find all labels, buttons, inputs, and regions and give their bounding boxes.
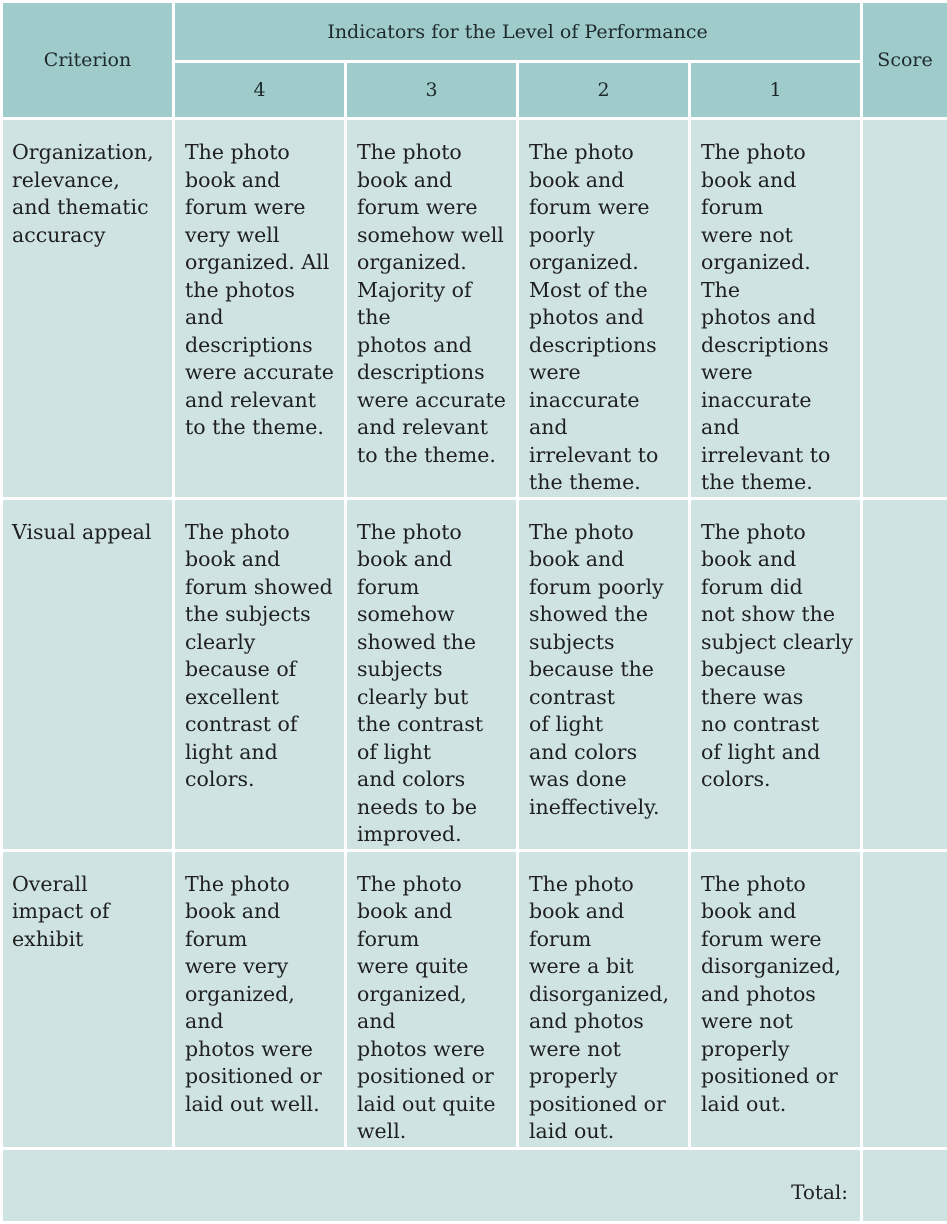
indicator-cell-4 bbox=[174, 498, 346, 850]
criterion-text: Visual appeal bbox=[12, 519, 168, 547]
table-row bbox=[2, 119, 947, 499]
score-cell[interactable] bbox=[862, 498, 947, 850]
indicator-cell-2 bbox=[518, 119, 690, 499]
table-row bbox=[2, 498, 947, 850]
indicator-cell-1 bbox=[690, 850, 862, 1148]
level-header-4: 4 bbox=[174, 62, 346, 119]
indicator-cell-2 bbox=[518, 850, 690, 1148]
criterion-text: Overall impact of exhibit bbox=[12, 871, 168, 954]
score-cell[interactable] bbox=[862, 119, 947, 499]
criterion-cell bbox=[2, 498, 174, 850]
criterion-text: Organization, relevance, and thematic accuracy bbox=[12, 139, 168, 249]
indicator-text: The photo book and forum were not organized. The photos and descriptions were inaccurate and irrelevant to the theme. bbox=[701, 139, 854, 497]
total-row bbox=[2, 1148, 947, 1222]
indicator-cell-3 bbox=[346, 119, 518, 499]
level-header-3: 3 bbox=[346, 62, 518, 119]
indicator-cell-4 bbox=[174, 119, 346, 499]
indicator-cell-1 bbox=[690, 119, 862, 499]
indicator-text: The photo book and forum were somehow well organized. Majority of the photos and descriptions were accurate and relevant to the theme. bbox=[357, 139, 510, 469]
header-row-top bbox=[2, 2, 947, 62]
score-header: Score bbox=[862, 2, 947, 119]
table-row bbox=[2, 850, 947, 1148]
indicator-cell-4 bbox=[174, 850, 346, 1148]
total-label: Total: bbox=[2, 1148, 862, 1222]
indicators-header: Indicators for the Level of Performance bbox=[174, 2, 862, 62]
criterion-header: Criterion bbox=[2, 2, 174, 119]
criterion-cell bbox=[2, 850, 174, 1148]
indicator-text: The photo book and forum were poorly organized. Most of the photos and descriptions were inaccurate and irrelevant to the theme. bbox=[529, 139, 682, 497]
indicator-text: The photo book and forum were disorganized, and photos were not properly positioned or laid out. bbox=[701, 871, 854, 1119]
indicator-text: The photo book and forum were quite organized, and photos were positioned or laid out quite well. bbox=[357, 871, 510, 1146]
indicator-cell-3 bbox=[346, 850, 518, 1148]
total-score-cell[interactable] bbox=[862, 1148, 947, 1222]
indicator-text: The photo book and forum were a bit disorganized, and photos were not properly positioned or laid out. bbox=[529, 871, 682, 1146]
criterion-cell bbox=[2, 119, 174, 499]
indicator-text: The photo book and forum poorly showed the subjects because the contrast of light and colors was done ineffectively. bbox=[529, 519, 682, 822]
level-header-1: 1 bbox=[690, 62, 862, 119]
indicator-cell-3 bbox=[346, 498, 518, 850]
indicator-text: The photo book and forum were very well organized. All the photos and descriptions were accurate and relevant to the theme. bbox=[185, 139, 338, 442]
indicator-cell-2 bbox=[518, 498, 690, 850]
score-cell[interactable] bbox=[862, 850, 947, 1148]
indicator-text: The photo book and forum showed the subjects clearly because of excellent contrast of light and colors. bbox=[185, 519, 338, 794]
indicator-cell-1 bbox=[690, 498, 862, 850]
level-header-2: 2 bbox=[518, 62, 690, 119]
indicator-text: The photo book and forum somehow showed the subjects clearly but the contrast of light and colors needs to be improved. bbox=[357, 519, 510, 849]
indicator-text: The photo book and forum were very organized, and photos were positioned or laid out well. bbox=[185, 871, 338, 1119]
indicator-text: The photo book and forum did not show the subject clearly because there was no contrast of light and colors. bbox=[701, 519, 854, 794]
